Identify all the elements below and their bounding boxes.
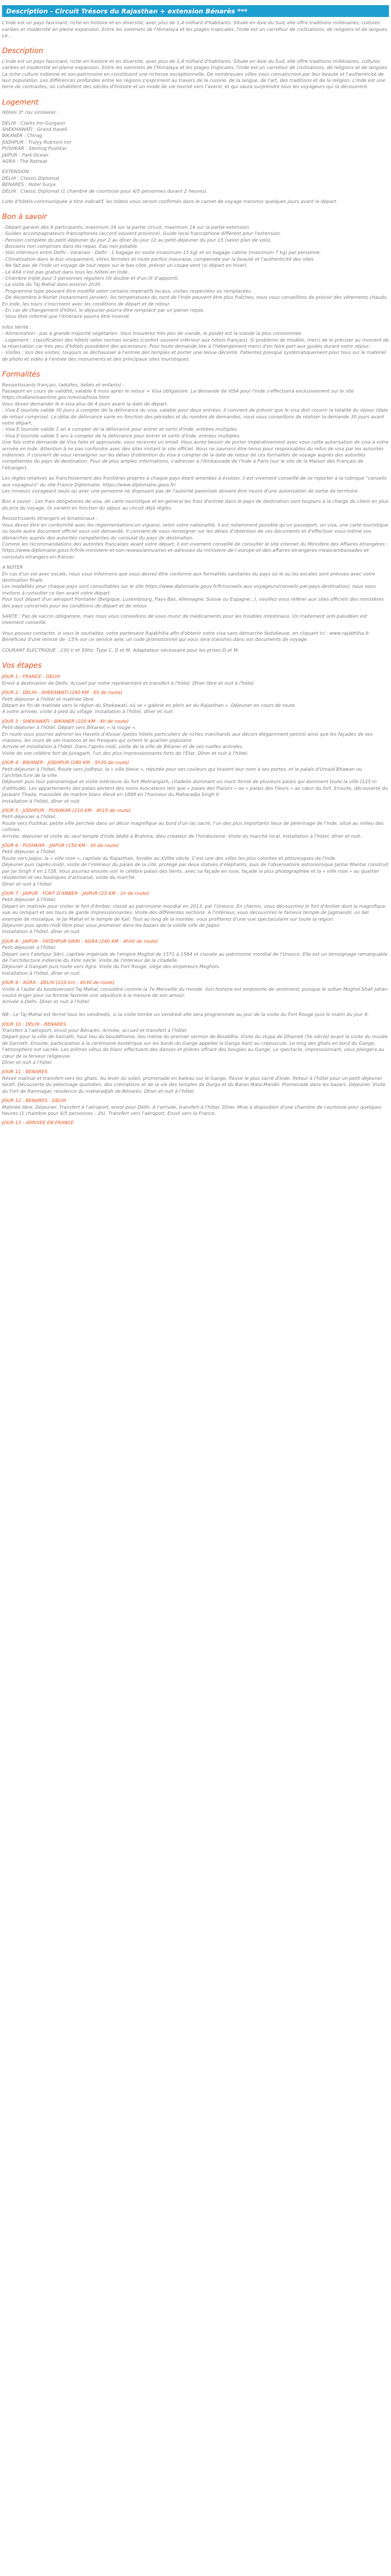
formalites-text (2, 382, 389, 654)
day-title: JOUR 9 : AGRA - DELHI (210 km - 4h30 de route) (2, 980, 115, 986)
etapes-heading: Vos étapes (2, 662, 42, 670)
day-item (2, 760, 389, 805)
day-title: JOUR 3 : SHEKAWATI - BIKANER (220 KM - 4h de route) (2, 719, 129, 724)
logement-line: SHEKHAWATI : Grand Haveli (2, 127, 68, 132)
day-title: JOUR 5 : JODHPUR - PUSHKAR (210 KM - 4h15 de route) (2, 808, 131, 814)
logement-line: Liste d'hôtels communiquée à titre indicatif, les hôtels vous seront confirmés dans le carnet de voyage transmis quelques jours avant le départ. (2, 199, 338, 205)
logement-heading: Logement (2, 98, 39, 107)
bon-a-savoir-line: - Pension complète du petit-déjeuner du jour 2 au dîner du jour 12 au petit-déjeuner du jour 15 (selon plan de vols). (2, 238, 272, 243)
day-title: JOUR 7 : JAIPUR - FORT D'AMBER - JAIPUR (25 KM - 1h de route) (2, 891, 149, 896)
description-paragraph: L'Inde est un pays fascinant, riche en histoire et en diversité, avec plus de 1,4 milliard d'habitants. Située en Asie du Sud, elle offre traditions millénaires, cultures variées et modernité en pleine expansion. Entre les sommets de l'Himalaya et les plages tropicales, l'Inde est un carrefour de civilisations, de religions et de langues. (2, 59, 389, 71)
formalites-line: A NOTER (2, 565, 23, 571)
day-item (2, 843, 389, 888)
day-text: Transfert à l'aéroport, envol pour Bénarès. Arrivée, accueil et transfert à l'hôtel. Départ pour la ville de Sarnath, haut lieu du bouddhisme, lieu même du premier sermon de Bouddha. Visite du stupa de Dhamek (5e siècle) avant la visite du musée de Sarnath. Ensuite, participation à la cérémonie ésotérique sur les bords du Gange appelée la Ganga Aarti au crépuscule. Le long des ghats en bord du Gange, l'atmosphère est sacrée. Les prêtres vêtus de blanc effectuent des danses et prières offrant des bougies au Gange. Le spectacle, impressionnant, vous plongera au cœur de la ferveur religieuse. Dîner et nuit à l'hôtel. (2, 1028, 388, 1066)
spacer (2, 471, 389, 476)
day-item (2, 690, 389, 716)
bon-a-savoir-line: - Programme type pouvant être modifié selon certains impératifs locaux, visites respectées ou remplacées. (2, 289, 253, 294)
bon-a-savoir-line: - Le 4X4 n'est pas gratuit dans tous les hôtels en Inde. (2, 269, 129, 275)
formalites-line: Vous pouvez contacter, si vous le souhaitez, votre partenaire Rajabhiha afin d'obtenir votre visa sans démarche fastidieuse, en cliquant ici : www.rajabhiha.fr. Bénéficiez d'une remise de -15% sur ce service avec un code promotionnel qui vous sera transmis dans vos documents de voyage. (2, 631, 371, 643)
bon-a-savoir-line: - Départ garanti dès 6 participants, maximum 34 sur la partie circuit, maximum 14 sur la partie extension. (2, 225, 251, 230)
formalites-line: Ressortissants étrangers et binationaux : (2, 516, 98, 522)
day-title: JOUR 8 : JAIPUR - FATEHPUR SIKRI - AGRA (240 KM - 4h30 de route) (2, 939, 158, 944)
etapes-list (2, 674, 389, 1126)
bon-a-savoir-line: - Logement : classification des hôtels selon normes locales (confort souvent inférieur aux hôtels français). Si problème de modèle, merci de le préciser au moment de la réservation car très peu d'hôtels possèdent des ascenseurs. Pour toute demande liée à l'hébergement merci d'en faire part aux guides durant votre séjour. (2, 337, 390, 350)
formalites-line: Les règles relatives au franchissement des frontières propres à chaque pays étant amenées à évoluer, il est vivement conseillé de se reporter à la rubrique "conseils aux voyageurs" du site France Diplomatie. https://www.diplomatie.gouv.fr/ (2, 476, 388, 488)
spacer (2, 320, 389, 325)
formalites-line: Vous devez demander le e-visa plus de 4 jours avant la date de départ. (2, 401, 168, 407)
formalites-line: Passeport en cours de validité, valable 6 mois après le retour + Visa obligatoire. La demande de VISA pour l'Inde s'effectuera exclusivement sur le site https://indianvisaonline.gov.in/evisa/tvoa.html (2, 388, 355, 401)
day-text: Envol à destination de Delhi. Accueil par notre représentant et transfert à l'hôtel. Dîner libre et nuit à l'hôtel. (2, 681, 255, 686)
bon-a-savoir-line: - Guides accompagnateurs francophones (accord souvent province). Guide local francophone différent pour l'extension. (2, 231, 282, 237)
day-item (2, 1098, 389, 1117)
day-item (2, 719, 389, 757)
logement-line: EXTENSION : (2, 170, 32, 175)
formalites-line: Les modalités pour chaque pays sont consultables sur le site https://www.diplomatie.gouv.fr/fr/conseils-aux-voyageurs/conseils-par-pays-destination/, nous vous invitons à consulter ce lien avant votre départ. (2, 584, 378, 596)
day-title: JOUR 13 : ARRIVEE EN FRANCE (2, 1121, 74, 1126)
formalites-heading: Formalités (2, 370, 40, 379)
logement-line: DELHI : Classic Diplomat (2, 176, 59, 181)
day-text: Petit-déjeuner à l'hôtel. Route vers Jodhpur, la « ville bleue », réputée pour ses couleurs qui tiraient leur nom à ses portes, et le palais d'Umaid Bhawan ou l'architecture de la ville. Déjeuner puis tour panoramique et visite intérieure du fort Mehrangarh, citadelle dominant un mont formé de plusieurs palais qui dominent toute la ville (125 m d'altitude). Les appartements des palais portent des noms évocateurs tels que « palais des Plaisirs » ou « palais des Fleurs » au cœur du fort. Ensuite, découverte du Jaswant Thada, mausolée de marbre blanc élevé en 1899 en l'honneur du Maharadja Singh II. Installation à l'hôtel, dîner et nuit. (2, 767, 388, 804)
day-title: JOUR 6 : PUSHKAR - JAIPUR (150 KM - 3h de route) (2, 843, 119, 849)
spacer (2, 626, 389, 631)
logement-line: DELHI : Classic Diplomat (1 chambre de courtoisie pour 4/5 personnes durant 2 heures). (2, 189, 208, 194)
day-text: Matinée libre. Déjeuner. Transfert à l'aéroport, envol pour Delhi. A l'arrivée, transfert à l'hôtel. Dîner. Mise à disposition d'une chambre de courtoisie pour quelques heures (1 chambre pour 4/5 personnes - 2h). Transfert vers l'aéroport. Envol vers la France. (2, 1105, 383, 1116)
day-text: Petit-déjeuner à l'hôtel. Départ en matinée pour visiter le fort d'Amber, classé au patrimoine mondial en 2013, par l'Unesco. En chemin, vous découvrirez le fort d'Amber dont la magnifique vue au rempart et ses tours de garde impressionnantes. Visite des différentes sections. A l'intérieur, vous découvrirez le fameux temple de Jagmandir, un bel exemple de mosaïque, le Jai Mahal et le temple de Kali. Tout au long de la montée, vous profiterez d'une vue spectaculaire sur toute la région. Déjeuner puis après-midi libre pour vous promener dans les bazars de la vieille ville de Jaipur. Installation à l'hôtel, dîner et nuit. (2, 897, 386, 935)
logement-text (2, 110, 389, 205)
formalites-line: En cas d'un vol avec escale, nous vous informons que vous devrez être conforme aux formalités sanitaires du pays où le ou les escales sont prévues avec votre destination finale. (2, 571, 377, 583)
description-heading: Description (2, 47, 43, 56)
spacer (2, 165, 389, 169)
bon-a-savoir-line: - Vols intérieurs entre Delhi - Varanasi - Delhi : 1 bagage en soute (maximum 15 kg) et un bagage cabine (maximum 7 kg) par personne. (2, 250, 321, 256)
spacer (2, 195, 389, 199)
formalites-line: Bon à savoir : Les frais obligatoires de visa, de carte touristique et en général les frais d'entrée dans le pays de destination sont toujours à la charge du client en plus du prix du voyage, ils varient en fonction du séjour au circuit déjà réglés. (2, 499, 390, 511)
logement-line: DELHI : Clarks Inn Gurgaon (2, 121, 66, 126)
day-text: Petit-déjeuner à l'hôtel. Départ vers Fatehpur Sikri, capitale impériale de l'empire Moghol de 1571 à 1584 et classée au patrimoine mondial de l'Unesco. Elle est un témoignage remarquable de l'architecture indienne du XVIe siècle. Visite de l'intérieur de la citadelle. Déjeuner à Ganpati puis route vers Agra. Visite du Fort Rouge, siège des empereurs Moghols. Installation à l'hôtel, dîner et nuit. (2, 945, 388, 976)
formalites-line: - Visa E-touriste valide 1 an à compter de la délivrance pour entrer et sortir d'Inde, entrées multiples. (2, 427, 239, 433)
day-item (2, 891, 389, 936)
day-item (2, 939, 389, 977)
day-title: JOUR 2 : DELHI - SHEKAWATI (240 KM - 6h de route) (2, 690, 123, 696)
day-item (2, 980, 389, 1018)
page-title: Description - Circuit Trésors du Rajasthan + extension Bénarès *** (2, 5, 389, 17)
logement-line: Hôtels 3* (ou similaire) : (2, 110, 59, 116)
bon-a-savoir-line: - Climatisation dans le bus uniquement, vitres fermées et route parfois mauvaise, compensée par la beauté et l'authenticité des sites. (2, 257, 315, 262)
day-title: JOUR 11 : BENARES (2, 1070, 48, 1075)
description-paragraph: La riche culture indienne et son patrimoine en constituent une richesse exceptionnelle. De nombreuses villes vous convaincront par leur beauté et l'authenticité de leur population. Les différences profondes entre les régions s'expriment au travers de la cuisine, de la langue, de l'art, des traditions et de la religion. L'Inde est une terre de contrastes, où cohabitent des siècles d'histoire et un mode de vie tourné vers l'avenir, et qui saura surprendre tous les voyageurs qui la découvrent. (2, 72, 387, 90)
intro (2, 20, 389, 39)
bon-a-savoir-line: - En cas de changement d'hôtel, le déjeuner pourra être remplacé par un panier repas. (2, 308, 205, 313)
day-text: Réveil matinal et transfert vers les ghats. Au lever du soleil, promenade en bateau sur le Gange, fleuve le plus sacré d'Inde. Retour à l'hôtel pour un petit-déjeuner tardif. Découverte du pèlerinage quotidien, des crémations et de la vie des temples de Durga et du Baran Mata Mandir. Promenade dans les bazars. Déjeuner. Visite du Fort de Ramnagar, résidence du maharadjah de Bénarès. Dîner et nuit à l'hôtel. (2, 1076, 387, 1094)
spacer (2, 561, 389, 565)
formalites-line: Comme les recommandations des autorités françaises avant votre départ, il est vivement conseillé de consulter le site internet du Ministère des Affaires étrangères : https://www.diplomatie.gouv.fr/fr/le-ministere-et-son-reseau/annuaires-et-adresses-du-ministere-de-l-europe-et-des-affaires-etrangeres-meae/ambassades-et-consulats-etrangers-en-france/ (2, 541, 389, 560)
bon-a-savoir-heading: Bon à savoir (2, 213, 47, 222)
bon-a-savoir-line: - Chambre triple pour 3 personnes réguliers (lit double et d'un lit d'appoint). (2, 276, 180, 281)
spacer (2, 609, 389, 614)
formalites-line: Les mineurs voyageant seuls ou avec une personne ne disposant pas de l'autorité parentale doivent être munis d'une autorisation de sortie de territoire. (2, 489, 359, 495)
intro-paragraph: Le... (2, 33, 12, 39)
formalites-line: SANTE : Pas de vaccin obligatoire, mais nous vous conseillons de vous munir de médicaments pour les troubles intestinaux. Un traitement anti-paludéen est vivement conseillé. (2, 614, 369, 626)
day-text: Visite à l'aube du bouleversant Taj Mahal, considéré comme la 7e Merveille du monde. Son histoire est empreinte de sentiment, puisque le sultan Moghol Shah Jahan voulut ériger pour sa femme favorite une sépulture à la mesure de son amour. Arrivée à Delhi. Dîner et nuit à l'hôtel. NB : Le Taj Mahal est fermé tous les vendredis, si la visite tombe un vendredi elle sera programmée au jour de la visite du Fort Rouge puis le matin du jour 9. (2, 987, 388, 1018)
day-title: JOUR 4 : BIKANER - JODHPUR (280 KM - 5h30 de route) (2, 760, 129, 766)
day-item (2, 1120, 389, 1126)
day-item (2, 1069, 389, 1095)
logement-line: BIKANER : Chirag (2, 133, 42, 139)
logement-line: PUSHKAR : Sterling Pushkar (2, 146, 67, 152)
logement-line: AGRA : The Retreat (2, 159, 47, 164)
formalites-line: Une fois votre demande de Visa faite et approuvée, vous recevrez un email. Vous aurez besoin de porter impérativement avec vous cette autorisation de visa à votre arrivée en Inde. Attention à ne pas confondre avec des sites imitant le site officiel. Nous ne saurions être tenus pour responsables du refus de visa par les autorités indiennes. Il convient de vous renseigner sur les délais d'obtention du visa à compter de la date de retour de ces formalités de voyage auprès des autorités compétentes du pays de destination. Pour de plus amples informations, s'adresser à l'Ambassade de l'Inde à Paris (sur le site de la Maison des Français de l'étranger). (2, 440, 390, 471)
formalites-line: - Visa E-touriste valide 30 jours à compter de la délivrance du visa, valable pour deux entrées. Il convient de prévoir que le visa doit couvrir la totalité du séjour (date de retour comprise). Le délai de délivrance varie en fonction des périodes et du nombre de demandes, nous vous conseillons de réaliser la demande 30 jours avant votre départ. (2, 408, 390, 426)
description-text (2, 59, 389, 91)
logement-line: BENARES : Hotel Surya (2, 182, 56, 188)
spacer (2, 643, 389, 648)
bon-a-savoir-line: - De décembre à février (notamment janvier), les températures du nord de l'Inde peuvent être plus fraîches, nous vous conseillons de prévoir des vêtements chauds. En Inde, les tours s'inscrivent avec les conditions de départ et de retour. (2, 295, 389, 307)
bon-a-savoir-line: - Boissons non comprises dans les repas. Eau non potable. (2, 244, 139, 249)
formalites-line: - Visa E-touriste valide 5 ans à compter de la délivrance pour entrer et sortir d'Inde, entrées multiples. (2, 433, 241, 439)
logement-line: JODHPUR : Trulyy Rukmini Inn (2, 140, 72, 145)
day-text: Petit-déjeuner à l'hôtel. Route vers Pushkar, petite ville perchée dans un décor magnifique au bord d'un lac sacré, l'un des plus importants lieux de pèlerinage de l'Inde, situé au milieu des collines. Arrivée, déjeuner et visite du seul temple d'Inde dédié à Brahma, dieu créateur de l'hindouisme. Visite du marché local. Installation à l'hôtel, dîner et nuit. (2, 815, 384, 839)
logement-line: JAIPUR : Park Ocean (2, 152, 48, 158)
spacer (2, 512, 389, 516)
day-text: Petit déjeuner à l'hôtel. Route vers Jaipur, la « ville rose », capitale du Rajasthan, fondée au XVIIIe siècle. C'est une des villes les plus colorées et pittoresques de l'Inde. Déjeuner puis (après-midi), visite de l'intérieur du palais de la cité, protégé par deux statues d'éléphants, puis de l'observatoire astronomique Jantar Mantar construit par Jai Singh II en 1728. Vous pourrez ensuite voir le célèbre palais des Vents, avec sa façade en rose, façade la plus photographiée et la « ville rose » au quartier résidentiel et ses boutiques d'artisanat, visite du marché. Dîner et nuit à l'hôtel. (2, 850, 388, 887)
day-title: JOUR 10 : DELHI - BENARES (2, 1022, 67, 1027)
formalites-line: Vous devez être en conformité avec les réglementations en vigueur, selon votre nationalité. Il est notamment possible qu'un passeport, un visa, une carte touristique ou toute autre document officiel vous soit demandé. Il convient de vous renseigner sur les délais d'obtention de ces documents et d'effectuer vous-même vos démarches auprès des autorités compétentes du consulat du pays de destination. (2, 522, 390, 541)
bon-a-savoir-line: - La visite du Taj Mahal dans environ 2h30. (2, 282, 102, 288)
bon-a-savoir-line: - Alimentation : pas à grande majorité végétarien. Vous trouverez très peu de viande, le poulet est la viande la plus consommée. (2, 331, 303, 337)
intro-paragraph: L'Inde est un pays fascinant, riche en histoire et en diversité, avec plus de 1,4 milliard d'habitants. Située en Asie du Sud, elle offre traditions millénaires, cultures variées et modernité en pleine expansion. Entre les sommets de l'Himalaya et les plages tropicales, l'Inde est un carrefour de civilisations, de religions et de langues. (2, 21, 389, 32)
day-item (2, 674, 389, 687)
formalites-line: Ressortissants français, (adultes, bébés et enfants) : (2, 382, 125, 388)
spacer (2, 116, 389, 121)
spacer (2, 495, 389, 499)
bon-a-savoir-line: - Vous êtes informé que l'itinéraire pourra être inversé. (2, 314, 131, 320)
formalites-line: Pour tout départ d'un aéroport frontalier (Belgique, Luxembourg, Pays-Bas, Allemagne, Suisse ou Espagne...), veuillez vous référer aux sites officiels des ministères des pays concernés pour les conditions de départ et de retour. (2, 597, 385, 609)
bon-a-savoir-line: - Ne fait pas de l'Inde un voyage de tout repos sur le bas-côté, prévoir un coupe-vent (si départ en hiver). (2, 263, 248, 269)
bon-a-savoir-text (2, 225, 389, 363)
day-item (2, 1022, 389, 1066)
page (0, 5, 391, 1145)
formalites-line: COURANT ELECTRIQUE : 230 V et 50Hz. Type C, D et M. Adaptateur nécessaire pour les prises D et M. (2, 648, 239, 653)
bon-a-savoir-line: Infos Vérité : (2, 325, 31, 330)
day-item (2, 808, 389, 840)
day-text: Petit déjeuner à l'hôtel et matinée libre. Départ en fin de matinée vers la région du Shekawati, où se « galerie en plein air du Rajasthan ». Déjeuner en cours de route. A votre arrivée, visite à pied du village. Installation à l'hôtel, dîner et nuit. (2, 697, 297, 715)
day-text: Petit-déjeuner à l'hôtel. Départ vers Bikaner, « la rouge ». En route vous pourrez admirer les Havelis d'Alsisar (petits hôtels particuliers de riches marchands aux décors élégamment peints) ainsi que les façades de ses maisons, les murs de ses maisons et les fresques qui ornent le quartier populaire. Arrivée et installation à l'hôtel. Dans l'après-midi, visite de la ville de Bikaner et de ses ruelles animées. Visite de son célèbre fort de Junagarh, l'un des plus impressionnants forts de l'État. Dîner et nuit à l'hôtel. (2, 725, 373, 756)
day-title: JOUR 12 : BENARES - DELHI (2, 1098, 67, 1104)
bon-a-savoir-line: - Visites : lors des visites, toujours se déchausser à l'entrée des temples et porter une tenue décente. Patientez presque systématiquement pour tous sur le matériel de photo et vidéo à l'entrée des monuments et des principaux sites touristiques. (2, 350, 388, 362)
day-title: JOUR 1 : FRANCE - DELHI (2, 674, 60, 680)
